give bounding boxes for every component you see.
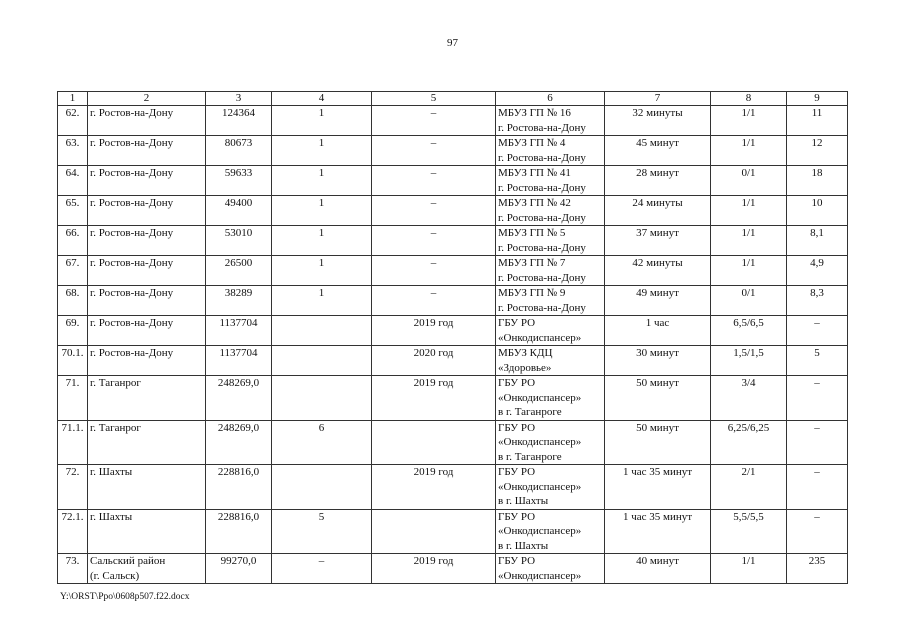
column-4-cell (272, 226, 372, 256)
institution-cell (496, 136, 605, 166)
row-number-cell (58, 554, 88, 584)
column-9-cell (787, 256, 848, 286)
institution-cell-line: ГБУ РО (498, 377, 536, 389)
travel-time-cell-line: 50 минут (636, 377, 679, 389)
population-cell-line: 80673 (224, 137, 253, 149)
column-9-cell (787, 316, 848, 346)
column-4-cell (272, 286, 372, 316)
page-number: 97 (447, 37, 458, 49)
column-4-cell (272, 196, 372, 226)
year-cell (372, 106, 496, 136)
locality-cell-line: г. Таганрог (90, 421, 141, 434)
travel-time-cell (605, 196, 711, 226)
column-9-cell (787, 420, 848, 465)
travel-time-cell (605, 465, 711, 510)
institution-cell (496, 346, 605, 376)
table-row (58, 376, 848, 421)
year-cell-line: – (430, 257, 437, 269)
table-row (58, 420, 848, 465)
ratio-cell (711, 316, 787, 346)
ratio-cell (711, 554, 787, 584)
table-row (58, 346, 848, 376)
column-9-cell (787, 286, 848, 316)
institution-cell-line: «Онкодиспансер» (498, 391, 582, 404)
ratio-cell (711, 509, 787, 554)
ratio-cell-line: 1/1 (741, 137, 756, 149)
travel-time-cell-line: 37 минут (636, 227, 679, 239)
institution-cell-line: г. Ростова-на-Дону (498, 301, 586, 314)
population-cell (206, 346, 272, 376)
header-cell: 1 (58, 92, 88, 106)
travel-time-cell (605, 106, 711, 136)
population-cell-line: 59633 (224, 167, 253, 179)
travel-time-cell-line: 32 минуты (632, 107, 683, 119)
row-number-cell (58, 346, 88, 376)
population-cell-line: 38289 (224, 287, 253, 299)
column-9-cell-line: – (814, 377, 820, 389)
locality-cell-line: г. Ростов-на-Дону (90, 347, 174, 359)
travel-time-cell-line: 40 минут (636, 555, 679, 567)
column-4-cell (272, 509, 372, 554)
year-cell-line: – (430, 107, 437, 119)
locality-cell-line: (г. Сальск) (90, 569, 140, 582)
row-number-cell (58, 136, 88, 166)
column-9-cell (787, 346, 848, 376)
column-9-cell (787, 376, 848, 421)
population-cell-line: 1137704 (219, 347, 258, 359)
population-cell-line: 228816,0 (217, 466, 260, 478)
column-4-cell-line: – (318, 555, 325, 567)
row-number-cell-line: 73. (65, 555, 80, 567)
population-cell (206, 420, 272, 465)
column-9-cell-line: 235 (808, 555, 826, 567)
column-4-cell-line: 5 (318, 510, 325, 523)
year-cell-line: – (430, 197, 437, 209)
locality-cell (88, 509, 206, 554)
table-row (58, 286, 848, 316)
table-row (58, 166, 848, 196)
travel-time-cell (605, 346, 711, 376)
ratio-cell (711, 226, 787, 256)
institution-cell (496, 509, 605, 554)
institution-cell-line: МБУЗ ГП № 9 (498, 287, 566, 299)
ratio-cell-line: 3/4 (741, 377, 756, 389)
population-cell (206, 554, 272, 584)
travel-time-cell (605, 286, 711, 316)
column-4-cell-line: 1 (318, 197, 325, 209)
column-9-cell-line: – (814, 317, 820, 329)
year-cell-line: – (430, 227, 437, 239)
row-number-cell (58, 166, 88, 196)
row-number-cell-line: 71.1. (61, 421, 84, 434)
year-cell-line: – (430, 287, 437, 299)
ratio-cell-line: 1/1 (741, 555, 756, 567)
column-4-cell-line: 1 (318, 107, 325, 119)
year-cell (372, 316, 496, 346)
year-cell-line: 2020 год (413, 347, 454, 359)
column-4-cell-line: 1 (318, 257, 325, 269)
ratio-cell (711, 286, 787, 316)
institution-cell (496, 256, 605, 286)
table-row (58, 226, 848, 256)
travel-time-cell (605, 316, 711, 346)
file-path-footer: Y:\ORST\Ppo\0608p507.f22.docx (60, 592, 190, 602)
institution-cell-line: МБУЗ ГП № 7 (498, 257, 566, 269)
column-9-cell-line: 12 (811, 137, 823, 149)
table-row (58, 509, 848, 554)
ratio-cell (711, 420, 787, 465)
population-cell (206, 136, 272, 166)
population-cell-line: 124364 (222, 107, 255, 119)
locality-cell-line: г. Ростов-на-Дону (90, 287, 174, 299)
ratio-cell-line: 0/1 (741, 287, 756, 299)
travel-time-cell (605, 554, 711, 584)
column-4-cell (272, 256, 372, 286)
institution-cell-line: «Здоровье» (498, 361, 552, 374)
institution-cell-line: «Онкодиспансер» (498, 569, 582, 582)
institution-cell (496, 420, 605, 465)
ratio-cell (711, 376, 787, 421)
locality-cell-line: г. Ростов-на-Дону (90, 227, 174, 239)
ratio-cell-line: 0/1 (741, 167, 756, 179)
travel-time-cell-line: 28 минут (636, 167, 679, 179)
column-9-cell (787, 509, 848, 554)
year-cell-line: 2019 год (413, 317, 454, 329)
row-number-cell-line: 66. (65, 227, 80, 239)
institution-cell-line: г. Ростова-на-Дону (498, 121, 586, 134)
institution-cell-line: г. Ростова-на-Дону (498, 211, 586, 224)
institution-cell-line: ГБУ РО (498, 466, 536, 478)
institution-cell-line: МБУЗ ГП № 41 (498, 167, 571, 179)
year-cell (372, 286, 496, 316)
institution-cell (496, 166, 605, 196)
column-4-cell-line: 1 (318, 287, 325, 299)
row-number-cell (58, 316, 88, 346)
locality-cell (88, 420, 206, 465)
population-cell (206, 376, 272, 421)
travel-time-cell-line: 1 час (645, 317, 670, 329)
year-cell-line: – (430, 137, 437, 149)
table-row (58, 465, 848, 510)
population-cell-line: 53010 (224, 227, 253, 239)
institution-cell-line: «Онкодиспансер» (498, 480, 582, 493)
column-4-cell (272, 554, 372, 584)
population-cell-line: 49400 (224, 197, 253, 209)
institution-cell (496, 286, 605, 316)
column-4-cell (272, 166, 372, 196)
travel-time-cell-line: 30 минут (636, 347, 679, 359)
institution-cell-line: г. Ростова-на-Дону (498, 151, 586, 164)
row-number-cell-line: 63. (65, 137, 80, 149)
ratio-cell-line: 2/1 (741, 466, 756, 478)
population-cell (206, 316, 272, 346)
table-row (58, 256, 848, 286)
row-number-cell-line: 72.1. (61, 510, 84, 523)
table-row (58, 554, 848, 584)
population-cell (206, 196, 272, 226)
header-cell: 7 (605, 92, 711, 106)
institution-cell-line: «Онкодиспансер» (498, 436, 582, 448)
locality-cell-line: г. Шахты (90, 510, 133, 523)
header-cell: 3 (206, 92, 272, 106)
column-4-cell (272, 346, 372, 376)
locality-cell-line: г. Ростов-на-Дону (90, 197, 174, 209)
locality-cell (88, 166, 206, 196)
column-9-cell (787, 136, 848, 166)
population-cell (206, 465, 272, 510)
column-4-cell-line: 1 (318, 227, 325, 239)
ratio-cell-line: 1/1 (741, 197, 756, 209)
column-9-cell-line: 8,1 (810, 227, 824, 239)
travel-time-cell-line: 1 час 35 минут (622, 466, 693, 478)
institution-cell-line: г. Ростова-на-Дону (498, 241, 586, 254)
table-body (58, 106, 848, 584)
column-4-cell (272, 316, 372, 346)
header-cell: 5 (372, 92, 496, 106)
population-cell-line: 248269,0 (217, 377, 260, 389)
institution-cell-line: в г. Шахты (498, 495, 549, 507)
year-cell (372, 465, 496, 510)
column-9-cell-line: 8,3 (810, 287, 824, 299)
locality-cell (88, 226, 206, 256)
row-number-cell (58, 196, 88, 226)
column-9-cell (787, 106, 848, 136)
column-4-cell (272, 420, 372, 465)
table-row (58, 136, 848, 166)
ratio-cell-line: 1/1 (741, 257, 756, 269)
ratio-cell-line: 5,5/5,5 (733, 510, 764, 523)
data-table (57, 91, 848, 584)
column-9-cell-line: – (814, 466, 820, 478)
institution-cell-line: ГБУ РО (498, 510, 536, 523)
column-9-cell-line: 11 (811, 107, 823, 119)
ratio-cell-line: 1/1 (741, 107, 756, 119)
institution-cell-line: в г. Шахты (498, 539, 549, 552)
row-number-cell (58, 256, 88, 286)
institution-cell-line: г. Ростова-на-Дону (498, 181, 586, 194)
travel-time-cell (605, 166, 711, 196)
table-row (58, 106, 848, 136)
locality-cell (88, 136, 206, 166)
row-number-cell-line: 68. (65, 287, 80, 299)
year-cell-line: 2019 год (413, 466, 454, 478)
ratio-cell (711, 196, 787, 226)
row-number-cell (58, 286, 88, 316)
locality-cell-line: г. Шахты (90, 466, 133, 478)
column-4-cell-line: 6 (318, 421, 325, 434)
row-number-cell (58, 420, 88, 465)
travel-time-cell-line: 1 час 35 минут (622, 510, 693, 523)
column-9-cell (787, 166, 848, 196)
column-9-cell-line: 10 (811, 197, 823, 209)
institution-cell-line: МБУЗ ГП № 16 (498, 107, 571, 119)
column-4-cell (272, 465, 372, 510)
travel-time-cell-line: 50 минут (636, 421, 679, 434)
ratio-cell (711, 465, 787, 510)
travel-time-cell (605, 509, 711, 554)
column-4-cell-line: 1 (318, 137, 325, 149)
table-row (58, 316, 848, 346)
year-cell (372, 136, 496, 166)
row-number-cell-line: 65. (65, 197, 80, 209)
institution-cell-line: «Онкодиспансер» (498, 525, 582, 537)
column-4-cell (272, 106, 372, 136)
row-number-cell (58, 509, 88, 554)
year-cell-line: – (430, 167, 437, 179)
locality-cell-line: Сальский район (90, 555, 166, 567)
locality-cell (88, 256, 206, 286)
table-header-row (58, 92, 848, 106)
travel-time-cell-line: 42 минуты (632, 257, 683, 269)
year-cell (372, 509, 496, 554)
year-cell (372, 554, 496, 584)
year-cell (372, 166, 496, 196)
row-number-cell (58, 226, 88, 256)
column-9-cell-line: 5 (814, 347, 820, 359)
population-cell-line: 248269,0 (217, 421, 260, 434)
population-cell (206, 226, 272, 256)
column-9-cell-line: – (814, 421, 820, 434)
table-row (58, 196, 848, 226)
ratio-cell (711, 166, 787, 196)
column-9-cell (787, 226, 848, 256)
institution-cell (496, 196, 605, 226)
population-cell (206, 256, 272, 286)
population-cell (206, 106, 272, 136)
year-cell (372, 196, 496, 226)
locality-cell-line: г. Ростов-на-Дону (90, 107, 174, 119)
row-number-cell (58, 465, 88, 510)
column-4-cell (272, 136, 372, 166)
locality-cell (88, 346, 206, 376)
institution-cell-line: ГБУ РО (498, 555, 536, 567)
locality-cell-line: г. Таганрог (90, 377, 141, 389)
locality-cell (88, 196, 206, 226)
row-number-cell (58, 106, 88, 136)
ratio-cell-line: 1/1 (741, 227, 756, 239)
travel-time-cell-line: 24 минуты (632, 197, 683, 209)
year-cell-line: 2019 год (413, 555, 454, 567)
institution-cell (496, 106, 605, 136)
population-cell-line: 99270,0 (220, 555, 257, 567)
institution-cell-line: ГБУ РО (498, 421, 536, 434)
year-cell (372, 376, 496, 421)
row-number-cell-line: 69. (65, 317, 80, 329)
locality-cell (88, 465, 206, 510)
ratio-cell-line: 6,25/6,25 (727, 421, 770, 434)
population-cell (206, 166, 272, 196)
column-9-cell (787, 196, 848, 226)
locality-cell (88, 286, 206, 316)
ratio-cell (711, 346, 787, 376)
institution-cell (496, 226, 605, 256)
locality-cell-line: г. Ростов-на-Дону (90, 317, 174, 329)
population-cell-line: 228816,0 (217, 510, 260, 523)
institution-cell (496, 316, 605, 346)
year-cell (372, 256, 496, 286)
column-9-cell (787, 554, 848, 584)
travel-time-cell-line: 49 минут (636, 287, 679, 299)
institution-cell (496, 376, 605, 421)
column-9-cell-line: 4,9 (810, 257, 824, 269)
year-cell (372, 226, 496, 256)
header-cell: 9 (787, 92, 848, 106)
population-cell-line: 1137704 (219, 317, 258, 329)
locality-cell (88, 316, 206, 346)
institution-cell-line: в г. Таганроге (498, 406, 562, 418)
column-4-cell-line: 1 (318, 167, 325, 179)
ratio-cell-line: 1,5/1,5 (733, 347, 764, 359)
header-cell: 2 (88, 92, 206, 106)
locality-cell (88, 376, 206, 421)
column-4-cell (272, 376, 372, 421)
population-cell (206, 286, 272, 316)
institution-cell-line: МБУЗ КДЦ (498, 347, 553, 359)
travel-time-cell (605, 136, 711, 166)
travel-time-cell (605, 420, 711, 465)
row-number-cell (58, 376, 88, 421)
institution-cell-line: МБУЗ ГП № 5 (498, 227, 566, 239)
travel-time-cell (605, 376, 711, 421)
institution-cell-line: ГБУ РО (498, 317, 536, 329)
row-number-cell-line: 72. (65, 466, 80, 478)
locality-cell (88, 106, 206, 136)
institution-cell-line: МБУЗ ГП № 4 (498, 137, 566, 149)
locality-cell-line: г. Ростов-на-Дону (90, 137, 174, 149)
ratio-cell (711, 136, 787, 166)
locality-cell-line: г. Ростов-на-Дону (90, 257, 174, 269)
population-cell (206, 509, 272, 554)
year-cell (372, 346, 496, 376)
travel-time-cell-line: 45 минут (636, 137, 679, 149)
header-cell: 6 (496, 92, 605, 106)
header-cell: 4 (272, 92, 372, 106)
year-cell (372, 420, 496, 465)
institution-cell (496, 554, 605, 584)
locality-cell-line: г. Ростов-на-Дону (90, 167, 174, 179)
institution-cell-line: г. Ростова-на-Дону (498, 271, 586, 284)
ratio-cell-line: 6,5/6,5 (733, 317, 764, 329)
institution-cell-line: в г. Таганроге (498, 450, 562, 463)
row-number-cell-line: 62. (65, 107, 80, 119)
column-9-cell-line: 18 (811, 167, 823, 179)
ratio-cell (711, 106, 787, 136)
population-cell-line: 26500 (224, 257, 253, 269)
column-9-cell (787, 465, 848, 510)
travel-time-cell (605, 226, 711, 256)
locality-cell (88, 554, 206, 584)
institution-cell-line: МБУЗ ГП № 42 (498, 197, 571, 209)
travel-time-cell (605, 256, 711, 286)
year-cell-line: 2019 год (413, 377, 454, 389)
institution-cell-line: «Онкодиспансер» (498, 331, 582, 344)
institution-cell (496, 465, 605, 510)
row-number-cell-line: 71. (65, 377, 80, 389)
header-cell: 8 (711, 92, 787, 106)
column-9-cell-line: – (814, 510, 820, 523)
ratio-cell (711, 256, 787, 286)
row-number-cell-line: 70.1. (61, 347, 84, 359)
row-number-cell-line: 64. (65, 167, 80, 179)
row-number-cell-line: 67. (65, 257, 80, 269)
